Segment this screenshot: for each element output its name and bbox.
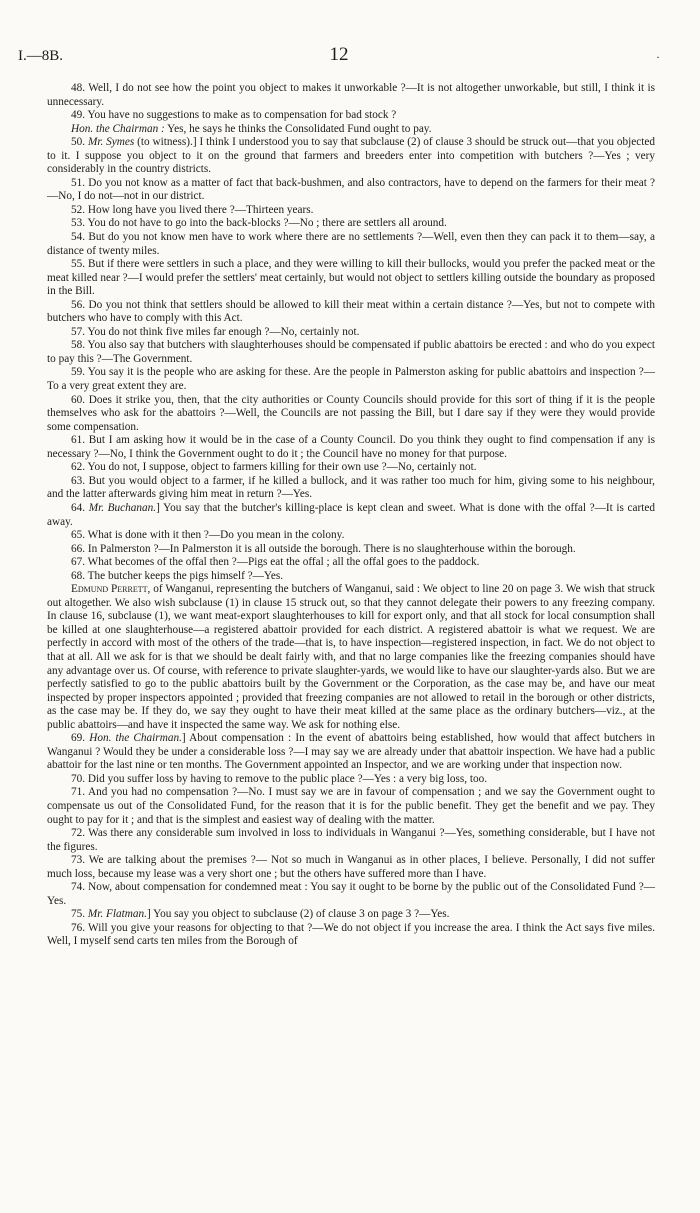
paragraph-49: 49. You have no suggestions to make as to compensation for bad stock ? <box>71 109 397 122</box>
paragraph-69: 69. Hon. the Chairman.] About compensation : In the event of abattoirs being established, how would that affect butchers in Wanganui ? Would they be under a considerable loss ?—I may say we are already under that abattoir inspection. We have had a public abattoir for the last nine or ten months. The Government appointed an Inspector, and we are working under that inspection now. <box>47 732 656 772</box>
paragraph-65: 65. What is done with it then ?—Do you mean in the colony. <box>71 529 345 542</box>
paragraph-48: 48. Well, I do not see how the point you object to makes it unworkable ?—It is not altogether unworkable, but still, I think it is unnecessary. <box>47 82 655 108</box>
paragraph-chairman-remark: Hon. the Chairman : Yes, he says he thinks the Consolidated Fund ought to pay. <box>71 122 432 135</box>
paragraph-56: 56. Do you not think that settlers should be allowed to kill their meat within a certain distance ?—Yes, but not to compete with butchers who have to comply with this Act. <box>47 298 655 325</box>
paragraph-75: 75. Mr. Flatman.] You say you object to subclause (2) of clause 3 on page 3 ?—Yes. <box>71 908 450 921</box>
document-reference: I.—8B. <box>18 48 63 64</box>
paragraph-53: 53. You do not have to go into the back-blocks ?—No ; there are settlers all around. <box>71 217 447 230</box>
paragraph-62: 62. You do not, I suppose, object to farmers killing for their own use ?—No, certainly not. <box>71 461 477 474</box>
page-number: 12 <box>329 44 349 65</box>
paragraph-63: 63. But you would object to a farmer, if he killed a bullock, and it was rather too much for him, giving some to his neighbour, and the latter afterwards giving him meat in return ?—Yes. <box>47 474 655 501</box>
header-mark: · <box>656 50 660 64</box>
paragraph-68: 68. The butcher keeps the pigs himself ?—Yes. <box>71 569 284 582</box>
speaker-name: Hon. the Chairman. <box>89 732 182 745</box>
page-header <box>18 44 660 72</box>
paragraph-74: 74. Now, about compensation for condemned meat : You say it ought to be borne by the public out of the Consolidated Fund ?—Yes. <box>47 881 655 907</box>
speaker-name: Mr. Symes <box>87 136 135 149</box>
paragraph-70: 70. Did you suffer loss by having to remove to the public place ?—Yes : a very big loss, too. <box>71 772 488 785</box>
paragraph-72: 72. Was there any considerable sum involved in loss to individuals in Wanganui ?—Yes, something considerable, but I have not the figures. <box>47 827 655 853</box>
witness-name: Edmund Perrett <box>71 583 148 596</box>
paragraph-71: 71. And you had no compensation ?—No. I must say we are in favour of compensation ; and we say the Government ought to compensate us out of the Consolidated Fund, for the reason that it is for the public benefit. They get the benefit and we pay. They ought to pay for it ; and that is the simplest and easiest way of dealing with the matter. <box>47 786 655 826</box>
paragraph-57: 57. You do not think five miles far enough ?—No, certainly not. <box>71 325 360 338</box>
paragraph-52: 52. How long have you lived there ?—Thirteen years. <box>71 203 314 216</box>
speaker-name: Hon. the Chairman : <box>71 122 165 135</box>
paragraph-76: 76. Will you give your reasons for objecting to that ?—We do not object if you increase the area. I think the Act says five miles. Well, I myself send carts ten miles from the Borough of <box>47 921 655 948</box>
speaker-name: Mr. Flatman. <box>87 908 147 921</box>
testimony-body <box>47 82 655 949</box>
paragraph-witness-statement: Edmund Perrett, of Wanganui, representing the butchers of Wanganui, said : We object to line 20 on page 3. We wish that struck out altogether. We also wish subclause (1) in clause 15 struck out, so that they cannot delegate their powers to any freezing company. In clause 16, subclause (1), we want meat-export slaughterhouses to kill for export only, and that all stock for local consumption shall be killed at one slaughterhouse—a registered abattoir provided for each district. A registered abattoir is what we request. We are perfectly in accord with most of the others of the trade—that is, to have inspection—registered inspection, in fact. We do not object to that at all. All we ask for is that we should be dealt fairly with, and that no large companies like the freezing companies should have any advantage over us. Of course, with reference to private slaughter-yards, we would like to have our slaughter-yards also. But we are perfectly satisfied to go to the public abattoirs built by the Government or the Corporation, as the case may be, and have our meat inspected by proper inspectors appointed ; provided that freezing companies are not allowed to retail in the borough or other districts, as the case may be. If they do, we say they ought to have their meat killed at the same place as the ordinary butchers—viz., at the public abattoirs—and have it inspected the same way. We ask for nothing else. <box>47 583 655 731</box>
paragraph-55: 55. But if there were settlers in such a place, and they were willing to kill their bullocks, would you prefer the packed meat or the meat killed near ?—I would prefer the settlers' meat certainly, but would not object to settlers killing outside the boundary as proposed in the Bill. <box>47 258 655 298</box>
paragraph-58: 58. You also say that butchers with slaughterhouses should be compensated if public abattoirs be erected : and who do you expect to pay this ?—The Government. <box>47 339 655 365</box>
paragraph-50: 50. Mr. Symes (to witness).] I think I understood you to say that subclause (2) of clause 3 should be struck out—that you objected to it. I suppose you object to it on the ground that farmers and breeders enter into competition with butchers ?—Yes ; very considerably in the country districts. <box>47 136 655 176</box>
paragraph-54: 54. But do you not know men have to work where there are no settlements ?—Well, even then they can pack it to them—say, a distance of twenty miles. <box>47 231 655 257</box>
paragraph-59: 59. You say it is the people who are asking for these. Are the people in Palmerston asking for public abattoirs and inspection ?—To a very great extent they are. <box>47 366 655 393</box>
paragraph-73: 73. We are talking about the premises ?— Not so much in Wanganui as in other places, I believe. Personally, I did not suffer much loss, because my lease was a very short one ; but the others have suffered more than I have. <box>47 854 655 880</box>
paragraph-61: 61. But I am asking how it would be in the case of a County Council. Do you think they ought to find compensation if any is necessary ?—No, I think the Government ought to do it ; the Council have no money for that purpose. <box>47 434 655 460</box>
paragraph-67: 67. What becomes of the offal then ?—Pigs eat the offal ; all the offal goes to the paddock. <box>71 556 480 569</box>
paragraph-60: 60. Does it strike you, then, that the city authorities or County Councils should provide for this sort of thing if it is the people themselves who ask for the abattoirs ?—Well, the Councils are not passing the Bill, but I dare say if they were they would provide some compensation. <box>47 393 655 433</box>
paragraph-51: 51. Do you not know as a matter of fact that back-bushmen, and also contractors, have to depend on the farmers for their meat ?—No, I do not—not in our district. <box>47 176 655 203</box>
paragraph-64: 64. Mr. Buchanan.] You say that the butcher's killing-place is kept clean and sweet. What is done with the offal ?—It is carted away. <box>47 501 656 528</box>
paragraph-66: 66. In Palmerston ?—In Palmerston it is all outside the borough. There is no slaughterhouse within the borough. <box>71 542 576 555</box>
speaker-name: Mr. Buchanan. <box>88 501 157 514</box>
